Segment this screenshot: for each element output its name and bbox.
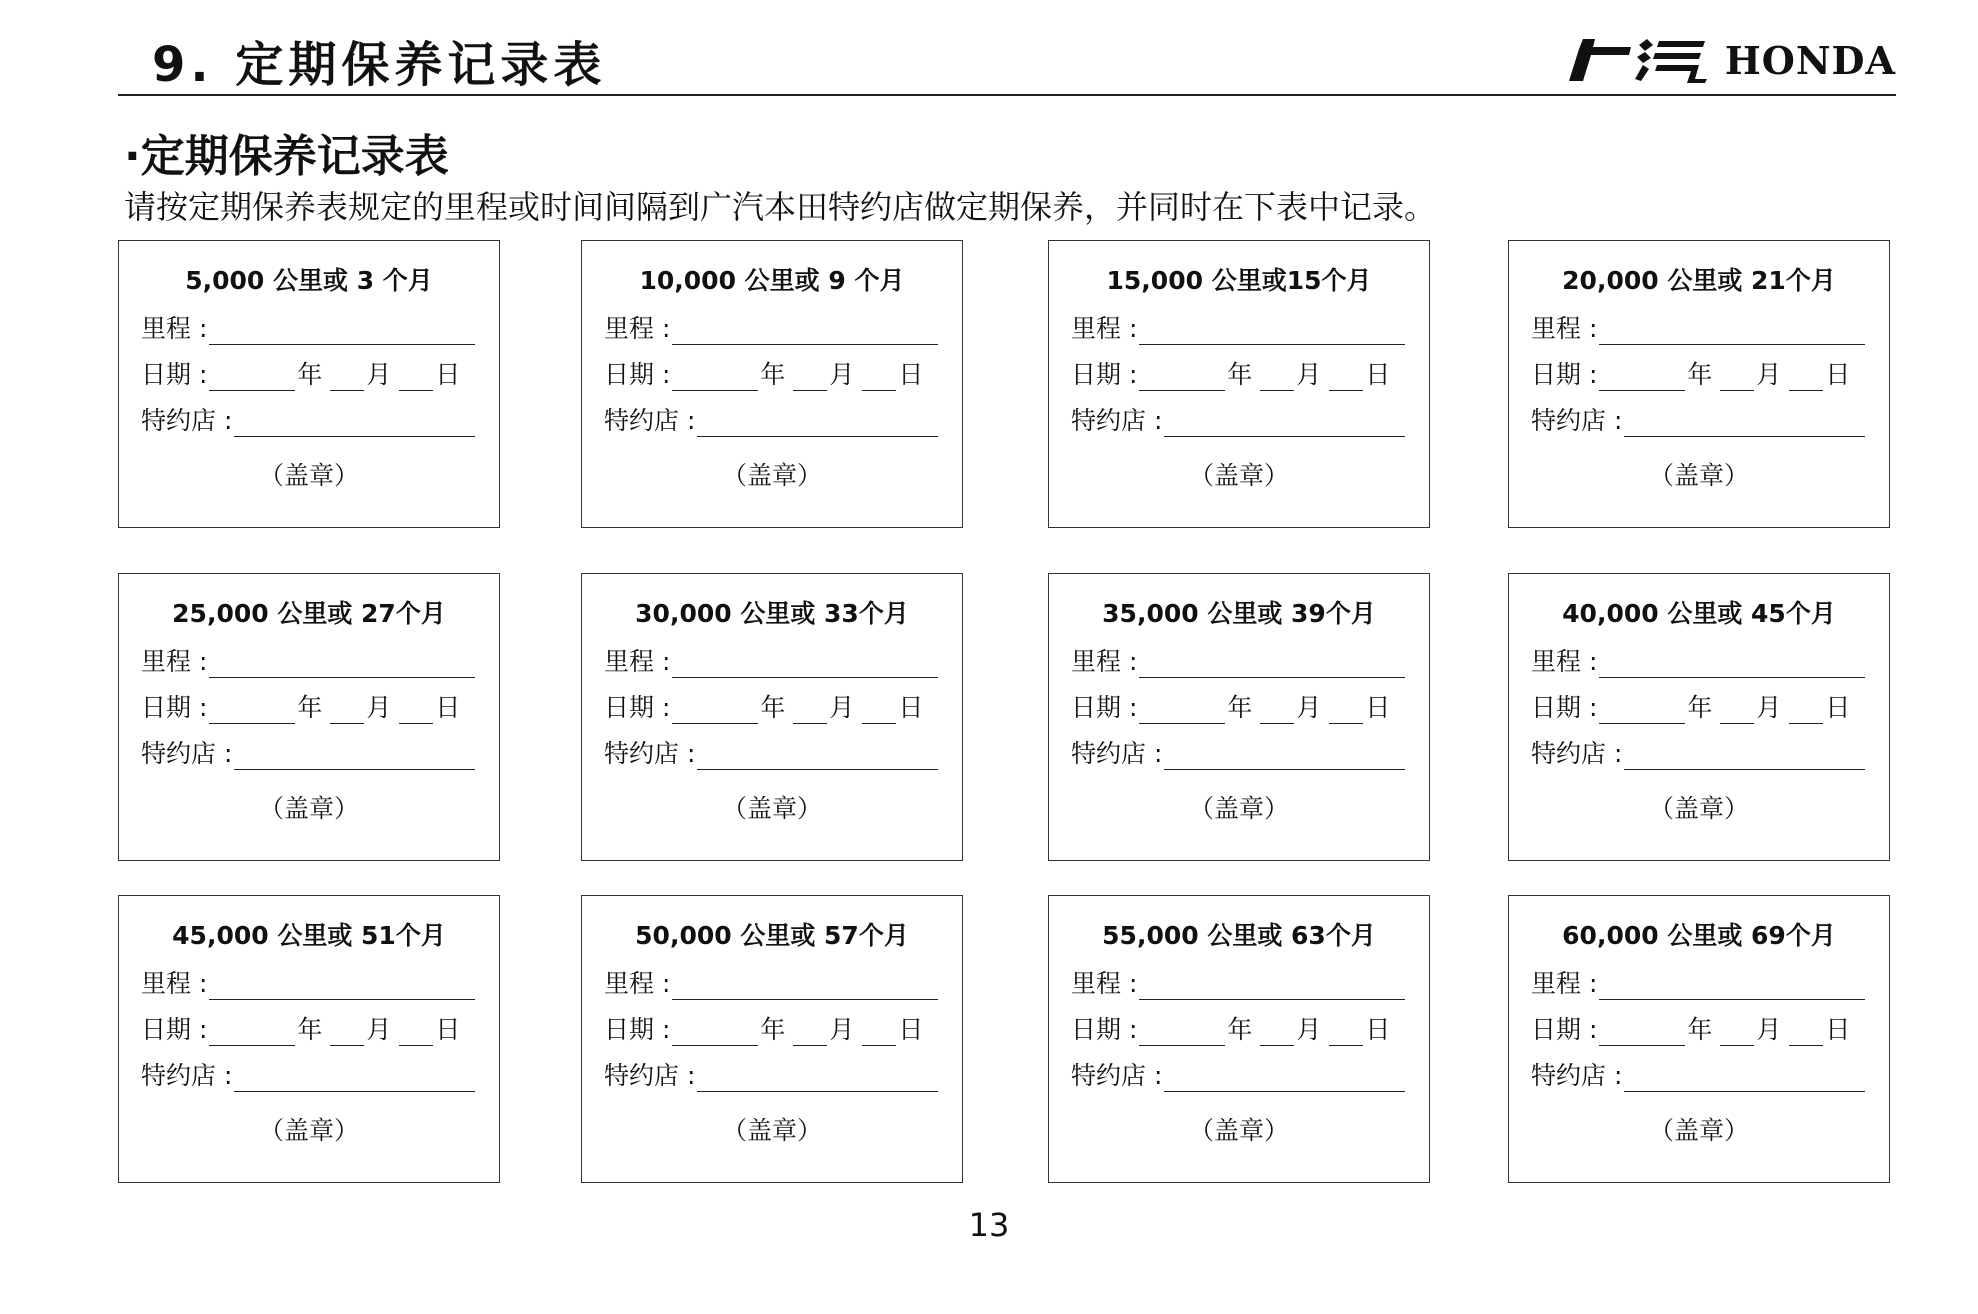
seal-label: （盖章） [258,461,359,490]
card-interval-title: 20,000 公里或 21个月 [1562,266,1836,295]
day-blank[interactable] [862,362,896,391]
dealer-row [1071,403,1407,437]
year-blank[interactable] [1599,362,1685,391]
mileage-label: 里程 : [604,314,671,343]
mileage-row [1531,644,1867,678]
mileage-label: 里程 : [604,647,671,676]
card-interval-title: 30,000 公里或 33个月 [635,599,909,628]
mileage-label: 里程 : [1071,314,1138,343]
date-row [1531,1012,1867,1046]
month-blank[interactable] [1260,695,1294,724]
year-label: 年 [760,360,786,389]
mileage-label: 里程 : [141,647,208,676]
maintenance-record-card [581,240,963,528]
dealer-blank[interactable] [1164,408,1405,437]
day-label: 日 [1365,1015,1391,1044]
day-label: 日 [435,360,461,389]
month-blank[interactable] [330,1017,364,1046]
dealer-label: 特约店 : [1531,406,1623,435]
dealer-label: 特约店 : [604,1061,696,1090]
dealer-label: 特约店 : [1071,1061,1163,1090]
year-blank[interactable] [209,1017,295,1046]
year-label: 年 [1687,1015,1713,1044]
day-label: 日 [1825,360,1851,389]
day-blank[interactable] [862,1017,896,1046]
chapter-title: 9. 定期保养记录表 [152,37,607,93]
mileage-blank[interactable] [1139,316,1405,345]
mileage-label: 里程 : [1531,647,1598,676]
year-label: 年 [1227,693,1253,722]
month-label: 月 [829,1015,855,1044]
month-label: 月 [366,360,392,389]
mileage-blank[interactable] [1599,971,1865,1000]
month-blank[interactable] [1720,362,1754,391]
year-blank[interactable] [1139,695,1225,724]
mileage-row [141,966,477,1000]
dealer-blank[interactable] [1624,741,1865,770]
month-label: 月 [1296,1015,1322,1044]
date-label: 日期 : [1071,1015,1138,1044]
seal-label: （盖章） [258,794,359,823]
mileage-label: 里程 : [1071,969,1138,998]
maintenance-record-card [1048,895,1430,1183]
dealer-row [1531,403,1867,437]
dealer-label: 特约店 : [1531,739,1623,768]
maintenance-record-card [1048,573,1430,861]
year-label: 年 [1227,1015,1253,1044]
dealer-label: 特约店 : [604,406,696,435]
month-blank[interactable] [1720,695,1754,724]
mileage-row [604,966,940,1000]
dealer-blank[interactable] [234,408,475,437]
month-label: 月 [366,693,392,722]
month-blank[interactable] [793,695,827,724]
date-label: 日期 : [141,693,208,722]
seal-label: （盖章） [258,1116,359,1145]
dealer-row [141,736,477,770]
intro-text: 请按定期保养表规定的里程或时间间隔到广汽本田特约店做定期保养，并同时在下表中记录。 [124,188,1437,226]
mileage-blank[interactable] [1139,971,1405,1000]
dealer-blank[interactable] [1164,1063,1405,1092]
month-label: 月 [1296,693,1322,722]
day-label: 日 [1365,360,1391,389]
year-label: 年 [1227,360,1253,389]
date-label: 日期 : [604,1015,671,1044]
date-label: 日期 : [141,360,208,389]
dealer-blank[interactable] [697,741,938,770]
mileage-blank[interactable] [209,316,475,345]
day-blank[interactable] [1789,695,1823,724]
section-title: ·定期保养记录表 [124,131,449,182]
date-row [1071,357,1407,391]
dealer-blank[interactable] [1164,741,1405,770]
maintenance-record-card [581,895,963,1183]
date-row [1071,1012,1407,1046]
mileage-blank[interactable] [209,971,475,1000]
date-row [1531,357,1867,391]
day-blank[interactable] [862,695,896,724]
seal-label: （盖章） [1188,794,1289,823]
day-blank[interactable] [1329,362,1363,391]
year-label: 年 [1687,693,1713,722]
month-blank[interactable] [330,362,364,391]
dealer-blank[interactable] [1624,408,1865,437]
mileage-blank[interactable] [672,649,938,678]
dealer-row [604,1058,940,1092]
maintenance-record-card [1508,895,1890,1183]
card-interval-title: 50,000 公里或 57个月 [635,921,909,950]
year-blank[interactable] [672,362,758,391]
seal-label: （盖章） [1648,794,1749,823]
card-interval-title: 35,000 公里或 39个月 [1102,599,1376,628]
maintenance-record-card [1508,240,1890,528]
mileage-row [141,644,477,678]
card-interval-title: 45,000 公里或 51个月 [172,921,446,950]
date-label: 日期 : [604,693,671,722]
mileage-row [141,311,477,345]
date-label: 日期 : [1531,360,1598,389]
year-label: 年 [760,1015,786,1044]
date-label: 日期 : [141,1015,208,1044]
mileage-blank[interactable] [1599,316,1865,345]
mileage-row [1071,966,1407,1000]
card-interval-title: 60,000 公里或 69个月 [1562,921,1836,950]
dealer-row [1531,736,1867,770]
mileage-label: 里程 : [141,969,208,998]
maintenance-record-card [118,240,500,528]
maintenance-record-card [118,895,500,1183]
month-blank[interactable] [1720,1017,1754,1046]
date-label: 日期 : [604,360,671,389]
dealer-blank[interactable] [697,408,938,437]
dealer-label: 特约店 : [604,739,696,768]
date-row [1531,690,1867,724]
maintenance-record-card [1508,573,1890,861]
year-blank[interactable] [672,695,758,724]
card-interval-title: 15,000 公里或15个月 [1106,266,1372,295]
card-interval-title: 25,000 公里或 27个月 [172,599,446,628]
year-label: 年 [297,1015,323,1044]
dealer-row [141,403,477,437]
year-label: 年 [1687,360,1713,389]
mileage-blank[interactable] [1139,649,1405,678]
dealer-row [141,1058,477,1092]
dealer-row [604,736,940,770]
mileage-label: 里程 : [1071,647,1138,676]
dealer-blank[interactable] [697,1063,938,1092]
day-blank[interactable] [399,695,433,724]
day-blank[interactable] [1329,695,1363,724]
month-label: 月 [829,360,855,389]
day-blank[interactable] [1789,362,1823,391]
day-label: 日 [1825,693,1851,722]
date-row [604,690,940,724]
mileage-row [1531,311,1867,345]
seal-label: （盖章） [721,794,822,823]
year-blank[interactable] [1599,695,1685,724]
seal-label: （盖章） [1648,461,1749,490]
mileage-row [604,311,940,345]
date-row [141,690,477,724]
mileage-row [1071,311,1407,345]
month-blank[interactable] [793,1017,827,1046]
day-label: 日 [435,1015,461,1044]
day-label: 日 [1825,1015,1851,1044]
dealer-label: 特约店 : [1531,1061,1623,1090]
brand-logo [1561,32,1896,88]
guangqi-logo-icon [1561,35,1711,85]
dealer-row [1071,736,1407,770]
day-label: 日 [898,1015,924,1044]
dealer-label: 特约店 : [141,406,233,435]
month-label: 月 [1296,360,1322,389]
day-label: 日 [898,360,924,389]
maintenance-record-card [118,573,500,861]
maintenance-record-card [1048,240,1430,528]
month-label: 月 [1756,360,1782,389]
day-blank[interactable] [399,362,433,391]
month-blank[interactable] [1260,362,1294,391]
day-blank[interactable] [1329,1017,1363,1046]
brand-name-honda: HONDA [1724,37,1896,83]
date-row [604,357,940,391]
page-header [118,18,1896,96]
dealer-row [604,403,940,437]
year-blank[interactable] [209,362,295,391]
seal-label: （盖章） [1188,1116,1289,1145]
mileage-blank[interactable] [672,316,938,345]
year-label: 年 [760,693,786,722]
mileage-label: 里程 : [604,969,671,998]
month-blank[interactable] [793,362,827,391]
card-interval-title: 55,000 公里或 63个月 [1102,921,1376,950]
date-row [604,1012,940,1046]
date-label: 日期 : [1071,360,1138,389]
seal-label: （盖章） [1648,1116,1749,1145]
date-label: 日期 : [1531,693,1598,722]
seal-label: （盖章） [721,461,822,490]
year-blank[interactable] [1139,362,1225,391]
card-interval-title: 10,000 公里或 9 个月 [639,266,905,295]
day-label: 日 [435,693,461,722]
mileage-label: 里程 : [141,314,208,343]
date-row [141,1012,477,1046]
dealer-blank[interactable] [234,1063,475,1092]
year-blank[interactable] [1599,1017,1685,1046]
mileage-blank[interactable] [672,971,938,1000]
month-label: 月 [366,1015,392,1044]
mileage-blank[interactable] [209,649,475,678]
seal-label: （盖章） [721,1116,822,1145]
mileage-blank[interactable] [1599,649,1865,678]
year-label: 年 [297,693,323,722]
date-row [141,357,477,391]
year-blank[interactable] [1139,1017,1225,1046]
seal-label: （盖章） [1188,461,1289,490]
year-blank[interactable] [209,695,295,724]
dealer-label: 特约店 : [141,1061,233,1090]
maintenance-record-card [581,573,963,861]
year-label: 年 [297,360,323,389]
page-number: 13 [968,1206,1010,1244]
mileage-row [604,644,940,678]
dealer-row [1531,1058,1867,1092]
dealer-row [1071,1058,1407,1092]
mileage-label: 里程 : [1531,969,1598,998]
month-blank[interactable] [1260,1017,1294,1046]
maintenance-record-grid [118,240,1896,1190]
dealer-label: 特约店 : [1071,406,1163,435]
month-label: 月 [1756,1015,1782,1044]
day-label: 日 [898,693,924,722]
day-blank[interactable] [399,1017,433,1046]
mileage-row [1531,966,1867,1000]
date-label: 日期 : [1071,693,1138,722]
year-blank[interactable] [672,1017,758,1046]
month-label: 月 [829,693,855,722]
dealer-label: 特约店 : [1071,739,1163,768]
card-interval-title: 40,000 公里或 45个月 [1562,599,1836,628]
dealer-label: 特约店 : [141,739,233,768]
mileage-row [1071,644,1407,678]
day-label: 日 [1365,693,1391,722]
card-interval-title: 5,000 公里或 3 个月 [185,266,433,295]
date-row [1071,690,1407,724]
month-label: 月 [1756,693,1782,722]
date-label: 日期 : [1531,1015,1598,1044]
mileage-label: 里程 : [1531,314,1598,343]
dealer-blank[interactable] [1624,1063,1865,1092]
dealer-blank[interactable] [234,741,475,770]
day-blank[interactable] [1789,1017,1823,1046]
month-blank[interactable] [330,695,364,724]
